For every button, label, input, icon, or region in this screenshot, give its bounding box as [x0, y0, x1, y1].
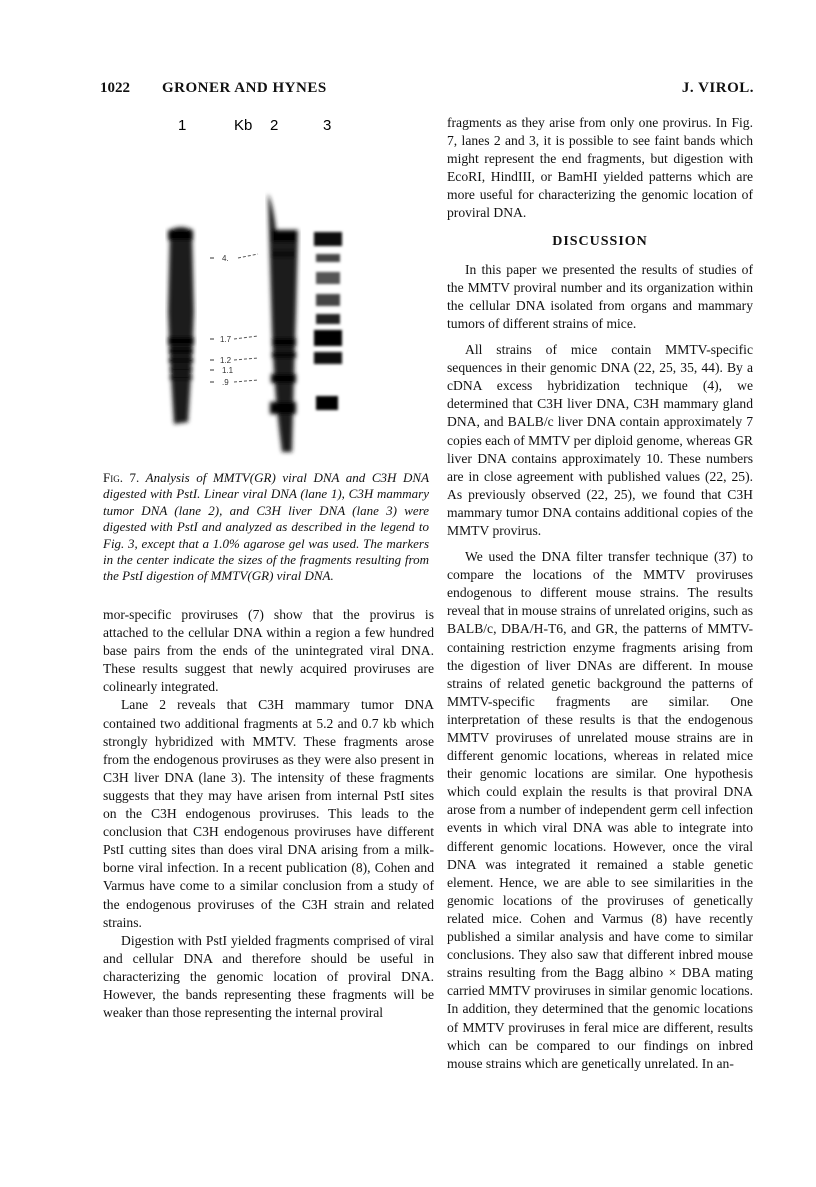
caption-text: Analysis of MMTV(GR) viral DNA and C3H DNA digested with PstI. Linear viral DNA (lane 1), C3H mammary tumor DNA (lane 2), and C3H liver DNA (lane 3) were digested with PstI and analyzed as described in the legend to Fig. 3, except that a 1.0% agarose gel was used. The markers in the center indicate the sizes of the fragments resulting from the PstI digestion of MMTV(GR) viral DNA. — [103, 470, 430, 584]
page-number: 1022 — [100, 80, 130, 96]
paragraph: Lane 2 reveals that C3H mammary tumor DNA contained two additional fragments at 5.2 and 0.7 kb which strongly hybridized with MMTV. These fragments arose from the endogenous proviruses as they were also present in C3H liver DNA (lane 3). The intensity of these fragments suggests that they may have arisen from internal PstI sites on the C3H endogenous proviruses. This leads to the conclusion that C3H endogenous proviruses have different PstI cutting sites than does viral DNA arising from a milk-borne viral infection. In a recent publication (8), Cohen and Varmus have come to a similar conclusion from a study of the endogenous proviruses of the C3H strain and related strains. — [103, 697, 434, 930]
marker-4: 4. — [222, 254, 229, 263]
gel-image — [150, 112, 400, 468]
lane-1 — [168, 227, 194, 424]
marker-1-7: 1.7 — [220, 335, 232, 344]
figure-caption — [103, 470, 429, 585]
lane-label-kb: Kb — [234, 117, 253, 134]
paragraph: mor-specific proviruses (7) show that the provirus is attached to the cellular DNA within a region a few hundred base pairs from the ends of the unintegrated viral DNA. These results suggest that newly acquired proviruses are colinearly integrated. — [103, 607, 434, 695]
paragraph: All strains of mice contain MMTV-specific sequences in their genomic DNA (22, 25, 35, 44). By a cDNA excess hybridization technique (4), we determined that C3H liver DNA, C3H mammary gland DNA, and BALB/c liver DNA contain approximately 7 copies each of MMTV per diploid genome, whereas GR liver DNA contains approximately 10. These numbers are in close agreement with published values (22, 25). As previously observed (22, 25), we found that C3H mammary tumor DNA contains additional copies of the MMTV provirus. — [447, 342, 753, 538]
size-markers — [210, 254, 258, 387]
lane-label-3: 3 — [323, 117, 332, 134]
paragraph: Digestion with PstI yielded fragments comprised of viral and cellular DNA and therefore should be useful in characterizing the genomic location of proviral DNA. However, the bands representing these fragments will be weaker than those representing the internal proviral — [103, 932, 434, 1021]
paragraph: In this paper we presented the results of studies of the MMTV proviral number and its organization within the cellular DNA isolated from organs and mammary tumors of different strains of mice. — [447, 261, 753, 331]
lane-3 — [314, 232, 342, 410]
running-authors: GRONER AND HYNES — [162, 80, 327, 96]
lane-label-1: 1 — [178, 117, 187, 134]
gel-figure — [150, 112, 400, 468]
lane-label-2: 2 — [270, 117, 279, 134]
journal-name: J. VIROL. — [681, 80, 754, 96]
marker-1-1: 1.1 — [222, 366, 234, 375]
marker-0-9: .9 — [222, 378, 229, 387]
section-heading: DISCUSSION — [552, 233, 648, 249]
paragraph: fragments as they arise from only one provirus. In Fig. 7, lanes 2 and 3, it is possible to see faint bands which might represent the end fragments, but digestion with EcoRI, HindIII, or BamHI yielded patterns which are more useful for characterizing the genomic location of proviral DNA. — [447, 115, 753, 221]
running-header — [100, 80, 754, 102]
right-column — [447, 114, 753, 1073]
caption-label: Fig. 7. — [103, 470, 140, 485]
paragraph: We used the DNA filter transfer technique (37) to compare the locations of the MMTV proviruses endogenous to different mouse strains. The results reveal that in mouse strains of unrelated origins, such as BALB/c, DBA/H-T6, and GR, the patterns of MMTV-containing restriction enzyme fragments arising from the digestion of liver DNAs are different. In mouse strains of related genetic background the patterns of MMTV-specific fragments are similar. One interpretation of these results is that the endogenous MMTV proviruses of unrelated mouse strains are in different genomic locations, whereas in related mice their genomic locations are similar. One hypothesis which could explain the results is that proviral DNA arose from a number of independent germ cell infection events in which viral DNA was able to integrate into different genomic locations. However, once the viral DNA was integrated it remained a stable genetic element. Hence, we are able to see similarities in the genomic locations of the proviruses of genetically related mice. Cohen and Varmus (8) have recently published a similar analysis and have come to similar conclusions. They also saw that different inbred mouse strains resulting from the Bagg albino × DBA mating carried MMTV proviruses in similar genomic locations. In addition, they determined that the genomic locations of MMTV proviruses in feral mice are different, results which can be compared to our findings on inbred mouse strains which are genetically unrelated. In an- — [447, 549, 753, 1071]
lane-2 — [268, 194, 298, 452]
marker-1-2: 1.2 — [220, 356, 232, 365]
left-column — [103, 606, 434, 1022]
